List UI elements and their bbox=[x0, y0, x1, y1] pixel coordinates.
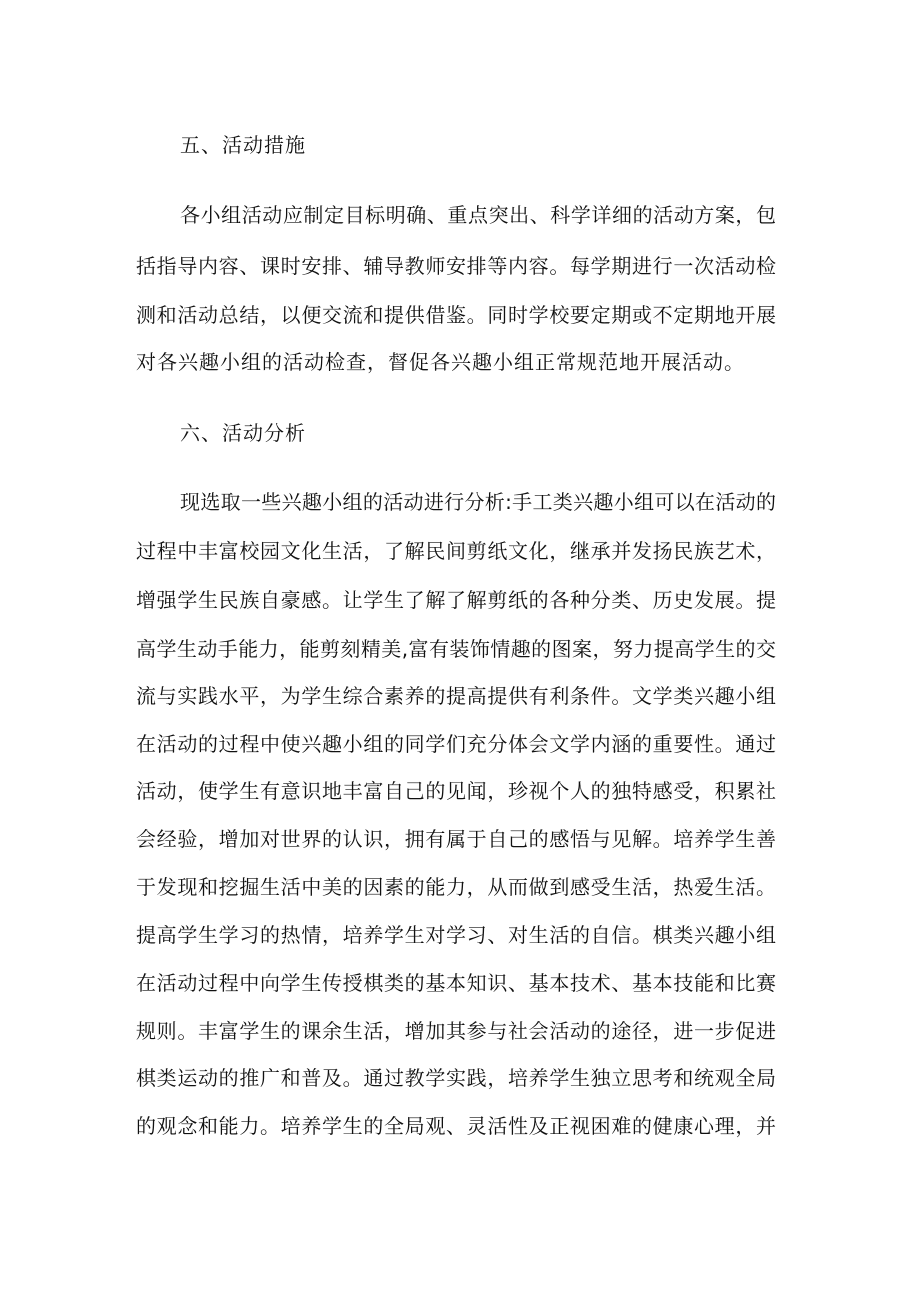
paragraph-line: 于发现和挖掘生活中美的因素的能力，从而做到感受生活，热爱生活。 bbox=[136, 875, 776, 899]
paragraph-line: 对各兴趣小组的活动检查，督促各兴趣小组正常规范地开展活动。 bbox=[136, 350, 745, 374]
section-heading-analysis: 六、活动分析 bbox=[180, 421, 306, 445]
paragraph-line: 在活动过程中向学生传授棋类的基本知识、基本技术、基本技能和比赛 bbox=[136, 971, 776, 995]
paragraph-line: 流与实践水平，为学生综合素养的提高提供有利条件。文学类兴趣小组 bbox=[136, 684, 776, 708]
paragraph-line: 测和活动总结，以便交流和提供借鉴。同时学校要定期或不定期地开展 bbox=[136, 303, 776, 327]
paragraph-line: 高学生动手能力，能剪刻精美,富有装饰情趣的图案，努力提高学生的交 bbox=[136, 637, 776, 661]
paragraph-line: 括指导内容、课时安排、辅导教师安排等内容。每学期进行一次活动检 bbox=[136, 254, 776, 278]
paragraph-line: 在活动的过程中使兴趣小组的同学们充分体会文学内涵的重要性。通过 bbox=[136, 732, 776, 756]
paragraph-line: 提高学生学习的热情，培养学生对学习、对生活的自信。棋类兴趣小组 bbox=[136, 923, 776, 947]
paragraph-line: 活动，使学生有意识地丰富自己的见闻，珍视个人的独特感受，积累社 bbox=[136, 779, 776, 803]
paragraph-line: 现选取一些兴趣小组的活动进行分析:手工类兴趣小组可以在活动的 bbox=[180, 490, 776, 514]
paragraph-line: 棋类运动的推广和普及。通过教学实践，培养学生独立思考和统观全局 bbox=[136, 1066, 776, 1090]
section-heading-measures: 五、活动措施 bbox=[180, 133, 306, 157]
paragraph-line: 的观念和能力。培养学生的全局观、灵活性及正视困难的健康心理，并 bbox=[136, 1114, 776, 1138]
paragraph-line: 规则。丰富学生的课余生活，增加其参与社会活动的途径，进一步促进 bbox=[136, 1019, 776, 1043]
paragraph-line: 过程中丰富校园文化生活，了解民间剪纸文化，继承并发扬民族艺术， bbox=[136, 539, 776, 563]
paragraph-line: 各小组活动应制定目标明确、重点突出、科学详细的活动方案，包 bbox=[180, 203, 776, 227]
paragraph-line: 会经验，增加对世界的认识，拥有属于自己的感悟与见解。培养学生善 bbox=[136, 827, 776, 851]
paragraph-line: 增强学生民族自豪感。让学生了解了解剪纸的各种分类、历史发展。提 bbox=[136, 588, 776, 612]
